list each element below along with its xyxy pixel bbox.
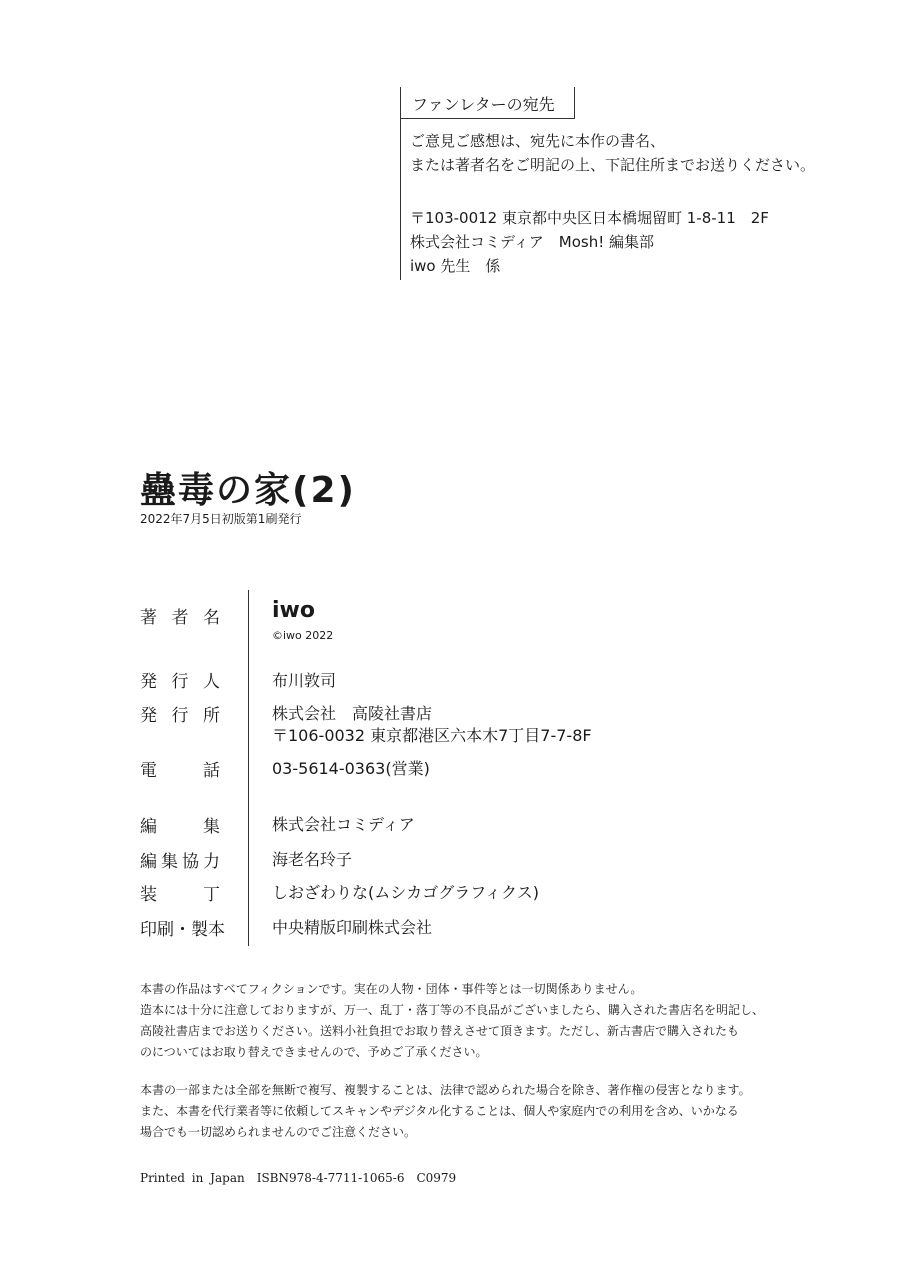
note-line: また、本書を代行業者等に依頼してスキャンやデジタル化することは、個人や家庭内での利用を含め、いかなる [140, 1104, 739, 1118]
fan-letter-address-line: iwo 先生 係 [410, 257, 501, 275]
publisher-person: 布川敦司 [272, 671, 337, 690]
note-line: 高陵社書店までお送りください。送料小社負担でお取り替えさせて頂きます。ただし、新古書店で購入されたも [140, 1024, 740, 1038]
design: しおざわりな(ムシカゴグラフィクス) [272, 883, 540, 902]
editor-assist-label: 編集協力 [140, 852, 220, 872]
isbn-line: Printed in Japan ISBN978-4-7711-1065-6 C0979 [140, 1171, 457, 1185]
publish-date: 2022年7月5日初版第1刷発行 [140, 512, 302, 526]
publisher-name: 株式会社 高陵社書店 [272, 704, 433, 723]
note-line: 造本には十分に注意しておりますが、万一、乱丁・落丁等の不良品がございましたら、購入された書店名を明記し、 [140, 1003, 765, 1017]
phone-label: 電話 [140, 761, 220, 781]
phone-number: 03-5614-0363(営業) [272, 759, 430, 778]
publisher-address: 〒106-0032 東京都港区六本木7丁目7-7-8F [272, 726, 592, 745]
author-name: iwo [272, 598, 315, 623]
fan-letter-title: ファンレターの宛先 [412, 95, 555, 114]
book-title: 蠱毒の家(2) [140, 470, 356, 511]
note-line: 場合でも一切認められませんのでご注意ください。 [140, 1125, 417, 1139]
note-line: 本書の作品はすべてフィクションです。実在の人物・団体・事件等とは一切関係ありません。 [140, 982, 643, 996]
note-line: 本書の一部または全部を無断で複写、複製することは、法律で認められた場合を除き、著作権の侵害となります。 [140, 1083, 751, 1097]
copyright: ©iwo 2022 [272, 629, 334, 642]
fan-letter-body-line: ご意見ご感想は、宛先に本作の書名、 [410, 132, 666, 150]
printing: 中央精版印刷株式会社 [272, 918, 433, 937]
editor: 株式会社コミディア [272, 815, 415, 834]
editor-label: 編集 [140, 817, 220, 837]
fan-letter-address-line: 株式会社コミディア Mosh! 編集部 [410, 233, 655, 251]
fan-letter-address-line: 〒103-0012 東京都中央区日本橋堀留町 1-8-11 2F [410, 209, 769, 227]
author-label: 著者名 [140, 608, 220, 628]
publisher-person-label: 発行人 [140, 672, 220, 692]
editor-assist: 海老名玲子 [272, 850, 353, 869]
design-label: 装丁 [140, 885, 220, 905]
fan-letter-body-line: または著者名をご明記の上、下記住所までお送りください。 [410, 156, 816, 174]
printing-label: 印刷・製本 [140, 920, 225, 940]
colophon-divider [248, 590, 249, 946]
publisher-label: 発行所 [140, 706, 220, 726]
note-line: のについてはお取り替えできませんので、予めご了承ください。 [140, 1045, 488, 1059]
